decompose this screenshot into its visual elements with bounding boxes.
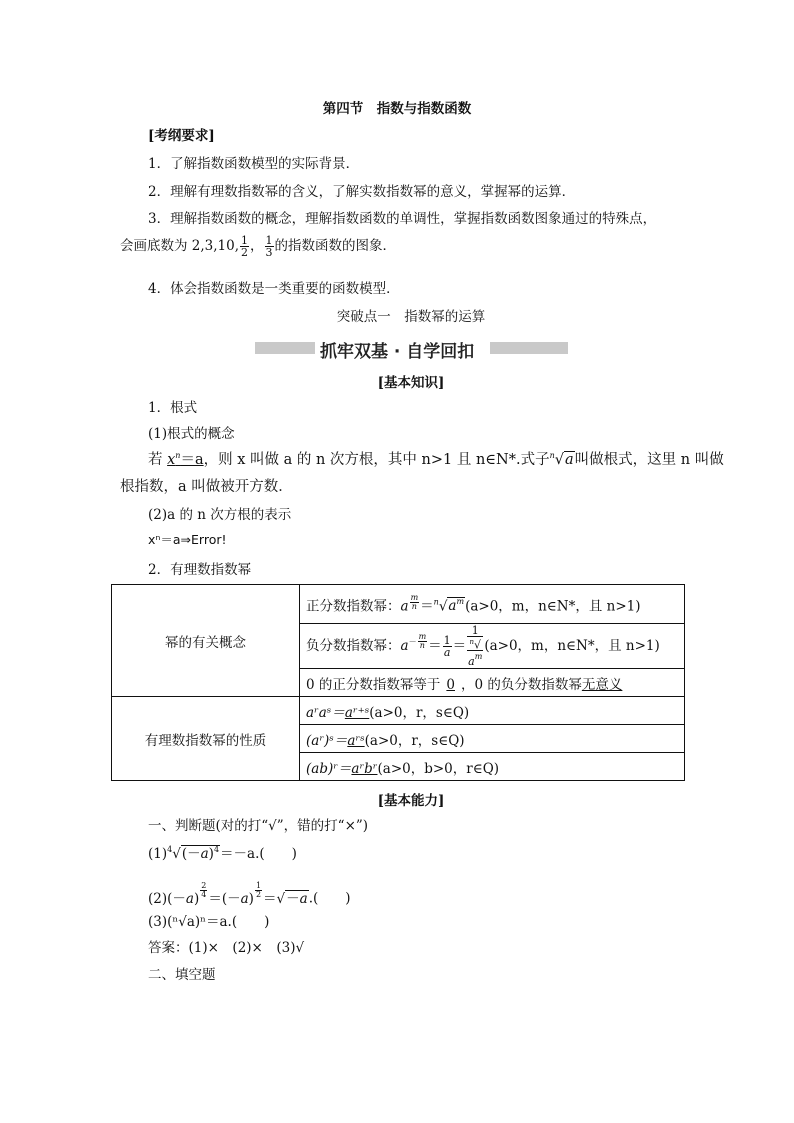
kaogang-item-4: 4．体会指数函数是一类重要的函数模型． xyxy=(148,281,400,297)
banner-right-bar xyxy=(490,342,568,354)
item3-suffix: 的指数函数的图象． xyxy=(274,238,397,254)
zero-power-cell: 0 的正分数指数幂等于 0 ，0 的负分数指数幂无意义 xyxy=(300,669,685,697)
fraction-half: $\frac{1}{2}$ xyxy=(241,234,249,259)
basic-ability-heading: [基本能力] xyxy=(377,793,445,809)
judge-question-1: $(1)^4√(-a)^4=-a$.( ) xyxy=(148,845,297,862)
positive-fraction-cell: 正分数指数幂：a $^{\frac{m}{n}}$ $=^n√a^m(a>0$，m，n∈N*，且 n>1) xyxy=(300,585,685,624)
radical-definition-line2: 根指数，a 叫做被开方数． xyxy=(120,479,293,495)
kaogang-item-3-line2 xyxy=(120,234,396,258)
judge-question-2: (2)(－a) $^{\frac{2}{4}}$ ＝(－a) $^{\frac{1}{2}}$ ＝√－a.( ) xyxy=(148,881,351,907)
power-concept-header: 幂的有关概念 xyxy=(112,585,300,697)
radical-definition: 若 $x^n=a$，则 x 叫做 a 的 n 次方根，其中 n>1 且 n∈N*.式子$^n$√a叫做根式，这里 n 叫做 xyxy=(148,451,724,468)
item3-prefix: 会画底数为 2,3,10, xyxy=(120,238,240,254)
root-representation: xⁿ＝a⇒Error! xyxy=(148,532,227,547)
root-representation-heading: (2)a 的 n 次方根的表示 xyxy=(148,507,292,523)
property-3-cell: (ab)ʳ＝aʳbʳ(a>0，b>0，r∈Q) xyxy=(300,753,685,781)
rational-exponent-table xyxy=(111,584,685,781)
rational-power-heading: 2．有理数指数幂 xyxy=(148,562,252,578)
kaogang-item-1: 1．了解指数函数模型的实际背景． xyxy=(148,156,360,172)
kaogang-item-2: 2．理解有理数指数幂的含义，了解实数指数幂的意义，掌握幂的运算． xyxy=(148,184,576,200)
negative-fraction-cell: 负分数指数幂：$a^{- \frac{m}{n}}$ ＝ $\frac{1}{a}$ ＝ 1 $^n$√ $a^m$ (a>0，m，n∈N*，且 n>1) xyxy=(300,624,685,669)
fill-heading: 二、填空题 xyxy=(148,967,216,983)
kaogang-item-3: 3．理解指数函数的概念，理解指数函数的单调性，掌握指数函数图象通过的特殊点， xyxy=(148,211,657,227)
judge-heading: 一、判断题(对的打“√”，错的打“×”) xyxy=(148,818,369,834)
radical-heading: 1．根式 xyxy=(148,400,198,416)
property-2-cell: (aʳ)ˢ＝aʳˢ(a>0，r，s∈Q) xyxy=(300,725,685,753)
property-1-cell: aʳaˢ＝aʳ⁺ˢ(a>0，r，s∈Q) xyxy=(300,697,685,725)
basic-knowledge-heading: [基本知识] xyxy=(377,375,445,391)
banner-title: 抓牢双基 · 自学回扣 xyxy=(320,342,475,362)
section-title: 突破点一 指数幂的运算 xyxy=(336,309,486,325)
item3-sep: ， xyxy=(250,238,264,254)
answer-line: 答案：(1)× (2)× (3)√ xyxy=(148,940,305,956)
judge-question-3: (3)(ⁿ√a)ⁿ＝a.( ) xyxy=(148,914,270,930)
kaogang-heading: [考纲要求] xyxy=(148,128,215,144)
page-title: 第四节 指数与指数函数 xyxy=(322,101,472,117)
fraction-third: $\frac{1}{3}$ xyxy=(265,234,273,259)
power-property-header: 有理数指数幂的性质 xyxy=(112,697,300,781)
radical-concept-heading: (1)根式的概念 xyxy=(148,426,235,442)
banner-left-bar xyxy=(255,342,315,354)
